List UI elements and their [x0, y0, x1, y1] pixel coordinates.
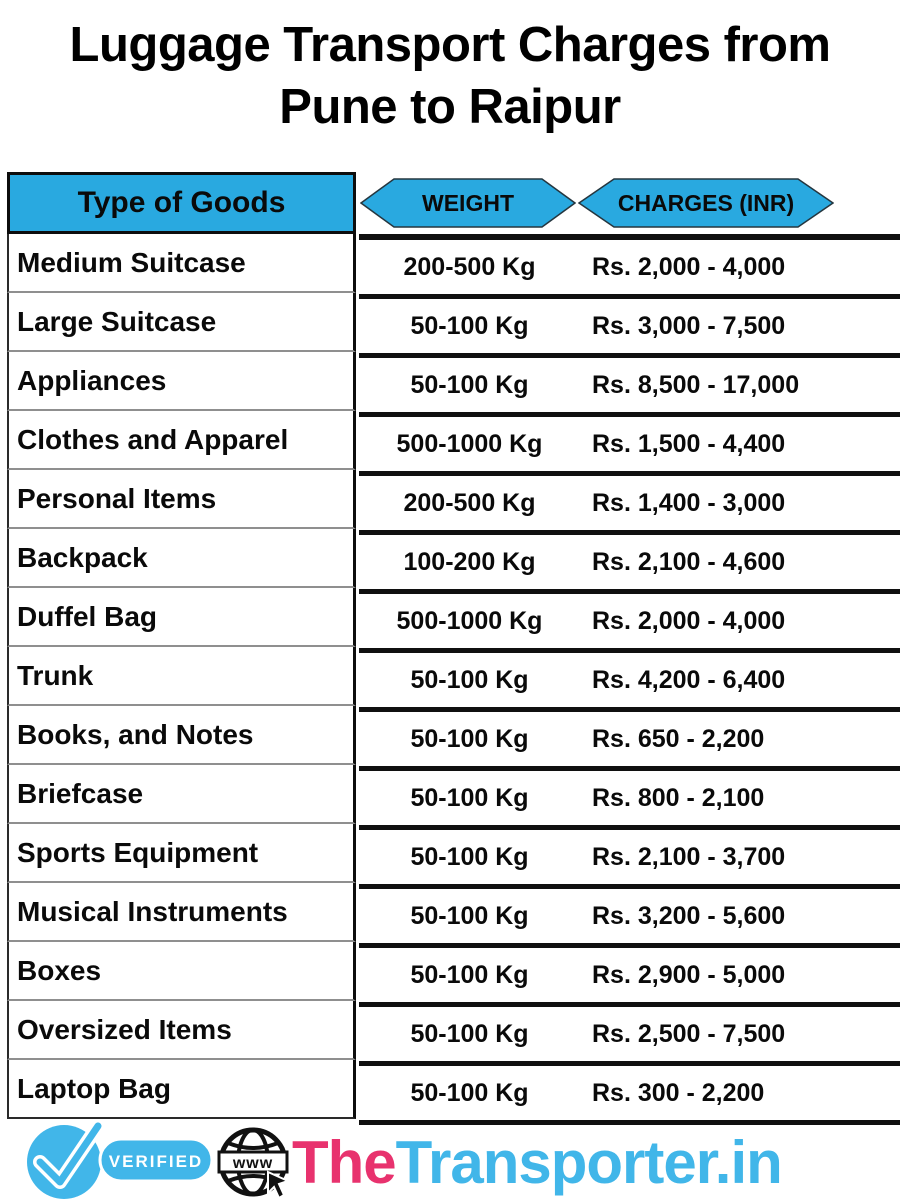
charges-cell: Rs. 4,200 - 6,400 — [592, 665, 786, 694]
globe-label: www — [232, 1155, 274, 1172]
weight-cell: 100-200 Kg — [403, 547, 536, 576]
weight-cell: 50-100 Kg — [410, 783, 529, 812]
charges-cell: Rs. 3,000 - 7,500 — [592, 311, 786, 340]
goods-cell: Personal Items — [7, 470, 356, 529]
weight-cell: 500-1000 Kg — [396, 606, 543, 635]
table-row — [359, 948, 900, 1007]
charges-cell: Rs. 650 - 2,200 — [592, 724, 765, 753]
verified-label: VERIFIED — [108, 1152, 204, 1171]
cursor-icon — [268, 1172, 288, 1198]
charges-header-hexagon — [578, 177, 834, 229]
page-title-line2: Pune to Raipur — [279, 80, 621, 134]
goods-header: Type of Goods — [7, 172, 356, 234]
charges-cell: Rs. 2,100 - 3,700 — [592, 842, 786, 871]
charges-cell: Rs. 2,000 - 4,000 — [592, 606, 786, 635]
charges-cell: Rs. 1,400 - 3,000 — [592, 488, 786, 517]
goods-cell: Boxes — [7, 942, 356, 1001]
table-row — [359, 535, 900, 594]
charges-cell: Rs. 8,500 - 17,000 — [592, 370, 800, 399]
goods-column — [7, 172, 356, 1119]
weight-cell: 200-500 Kg — [403, 252, 536, 281]
table-row — [359, 417, 900, 476]
table-row — [359, 594, 900, 653]
goods-cell: Clothes and Apparel — [7, 411, 356, 470]
weight-cell: 500-1000 Kg — [396, 429, 543, 458]
weight-cell: 50-100 Kg — [410, 724, 529, 753]
weight-cell: 50-100 Kg — [410, 665, 529, 694]
table-row — [359, 889, 900, 948]
table-row — [359, 771, 900, 830]
table-row — [359, 476, 900, 535]
goods-cell: Oversized Items — [7, 1001, 356, 1060]
brand-logo — [292, 1126, 782, 1200]
weight-cell: 50-100 Kg — [410, 901, 529, 930]
table-row — [359, 358, 900, 417]
table-row — [359, 653, 900, 712]
weight-header-hexagon — [360, 177, 576, 229]
charges-cell: Rs. 2,100 - 4,600 — [592, 547, 786, 576]
brand-first: The — [292, 1129, 396, 1196]
verified-badge-icon — [12, 1118, 224, 1200]
goods-cell: Briefcase — [7, 765, 356, 824]
brand-rest: Transporter.in — [395, 1129, 782, 1196]
page-title — [0, 14, 900, 138]
table-row — [359, 1066, 900, 1125]
charges-cell: Rs. 2,000 - 4,000 — [592, 252, 786, 281]
goods-cell: Musical Instruments — [7, 883, 356, 942]
charges-cell: Rs. 2,500 - 7,500 — [592, 1019, 786, 1048]
charges-cell: Rs. 3,200 - 5,600 — [592, 901, 786, 930]
weight-cell: 200-500 Kg — [403, 488, 536, 517]
goods-cell: Books, and Notes — [7, 706, 356, 765]
weight-cell: 50-100 Kg — [410, 311, 529, 340]
goods-cell: Backpack — [7, 529, 356, 588]
goods-cell: Large Suitcase — [7, 293, 356, 352]
weight-header-label: WEIGHT — [422, 190, 514, 216]
globe-icon — [214, 1124, 294, 1200]
weight-cell: 50-100 Kg — [410, 1078, 529, 1107]
weight-cell: 50-100 Kg — [410, 370, 529, 399]
table-row — [359, 299, 900, 358]
rates-section — [359, 234, 900, 1125]
charges-cell: Rs. 800 - 2,100 — [592, 783, 765, 812]
weight-cell: 50-100 Kg — [410, 1019, 529, 1048]
table-row — [359, 240, 900, 299]
goods-cell: Duffel Bag — [7, 588, 356, 647]
weight-cell: 50-100 Kg — [410, 960, 529, 989]
charges-cell: Rs. 300 - 2,200 — [592, 1078, 765, 1107]
weight-cell: 50-100 Kg — [410, 842, 529, 871]
charges-header-label: CHARGES (INR) — [617, 190, 795, 216]
charges-cell: Rs. 2,900 - 5,000 — [592, 960, 786, 989]
goods-cell: Appliances — [7, 352, 356, 411]
charges-cell: Rs. 1,500 - 4,400 — [592, 429, 786, 458]
table-row — [359, 830, 900, 889]
page-title-line1: Luggage Transport Charges from — [69, 18, 831, 72]
goods-cell: Sports Equipment — [7, 824, 356, 883]
table-row — [359, 712, 900, 771]
goods-cell: Laptop Bag — [7, 1060, 356, 1119]
goods-cell: Trunk — [7, 647, 356, 706]
goods-cell: Medium Suitcase — [7, 234, 356, 293]
table-row — [359, 1007, 900, 1066]
